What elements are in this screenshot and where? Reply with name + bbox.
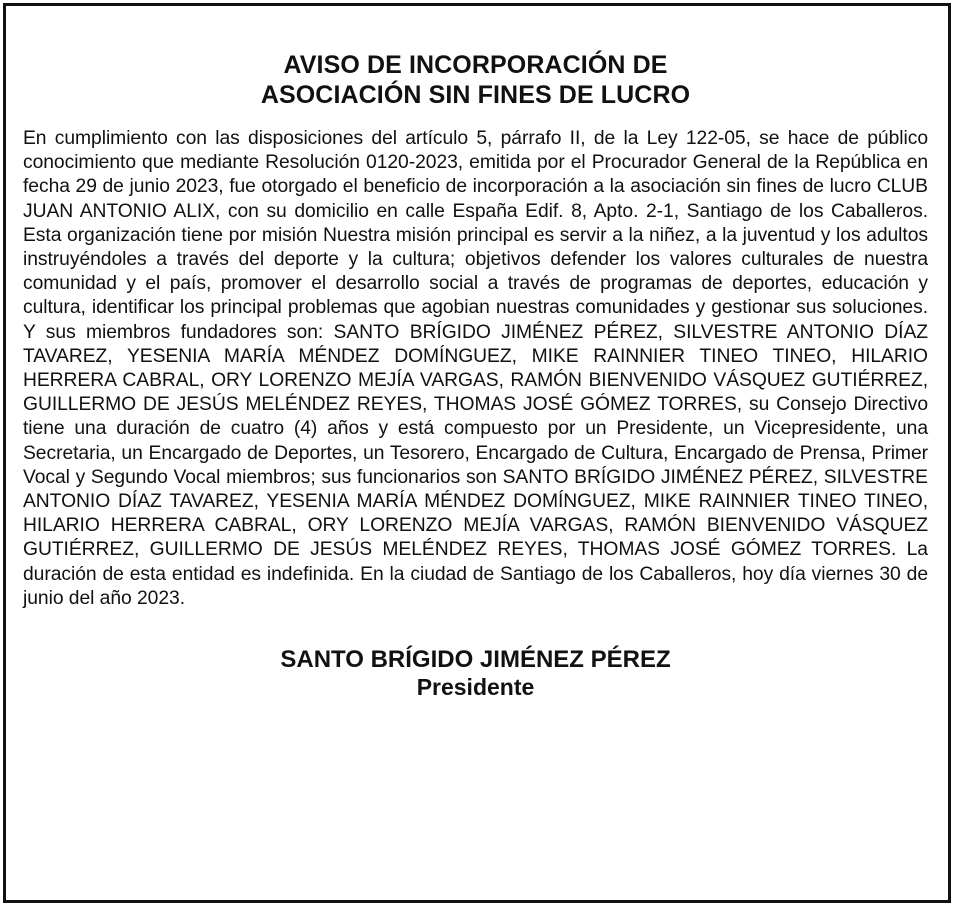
signature-name: SANTO BRÍGIDO JIMÉNEZ PÉREZ bbox=[280, 646, 671, 674]
notice-title bbox=[23, 50, 928, 110]
notice-border bbox=[3, 3, 951, 903]
notice-content bbox=[23, 6, 928, 701]
notice-body: En cumplimiento con las disposiciones del artículo 5, párrafo II, de la Ley 122-05, se hace de público conocimiento que mediante Resolución 0120-2023, emitida por el Procurador General de la República en fecha 29 de junio 2023, fue otorgado el beneficio de incorporación a la asociación sin fines de lucro CLUB JUAN ANTONIO ALIX, con su domicilio en calle España Edif. 8, Apto. 2-1, Santiago de los Caballeros. Esta organización tiene por misión Nuestra misión principal es servir a la niñez, a la juventud y los adultos instruyéndoles a través del deporte y la cultura; objetivos defender los valores culturales de nuestra comunidad y el país, promover el desarrollo social a través de programas de deportes, educación y cultura, identificar los principal problemas que agobian nuestras comunidades y gestionar sus soluciones. Y sus miembros fundadores son: SANTO BRÍGIDO JIMÉNEZ PÉREZ, SILVESTRE ANTONIO DÍAZ TAVAREZ, YESENIA MARÍA MÉNDEZ DOMÍNGUEZ, MIKE RAINNIER TINEO TINEO, HILARIO HERRERA CABRAL, ORY LORENZO MEJÍA VARGAS, RAMÓN BIENVENIDO VÁSQUEZ GUTIÉRREZ, GUILLERMO DE JESÚS MELÉNDEZ REYES, THOMAS JOSÉ GÓMEZ TORRES, su Consejo Directivo tiene una duración de cuatro (4) años y está compuesto por un Presidente, un Vicepresidente, una Secretaria, un Encargado de Deportes, un Tesorero, Encargado de Cultura, Encargado de Prensa, Primer Vocal y Segundo Vocal miembros; sus funcionarios son SANTO BRÍGIDO JIMÉNEZ PÉREZ, SILVESTRE ANTONIO DÍAZ TAVAREZ, YESENIA MARÍA MÉNDEZ DOMÍNGUEZ, MIKE RAINNIER TINEO TINEO, HILARIO HERRERA CABRAL, ORY LORENZO MEJÍA VARGAS, RAMÓN BIENVENIDO VÁSQUEZ GUTIÉRREZ, GUILLERMO DE JESÚS MELÉNDEZ REYES, THOMAS JOSÉ GÓMEZ TORRES. La duración de esta entidad es indefinida. En la ciudad de Santiago de los Caballeros, hoy día viernes 30 de junio del año 2023. bbox=[23, 128, 928, 609]
notice-title-line-1: AVISO DE INCORPORACIÓN DE bbox=[283, 51, 668, 79]
signature-role: Presidente bbox=[416, 674, 535, 701]
notice-title-line-2: ASOCIACIÓN SIN FINES DE LUCRO bbox=[260, 81, 691, 109]
signature-block bbox=[23, 646, 928, 701]
